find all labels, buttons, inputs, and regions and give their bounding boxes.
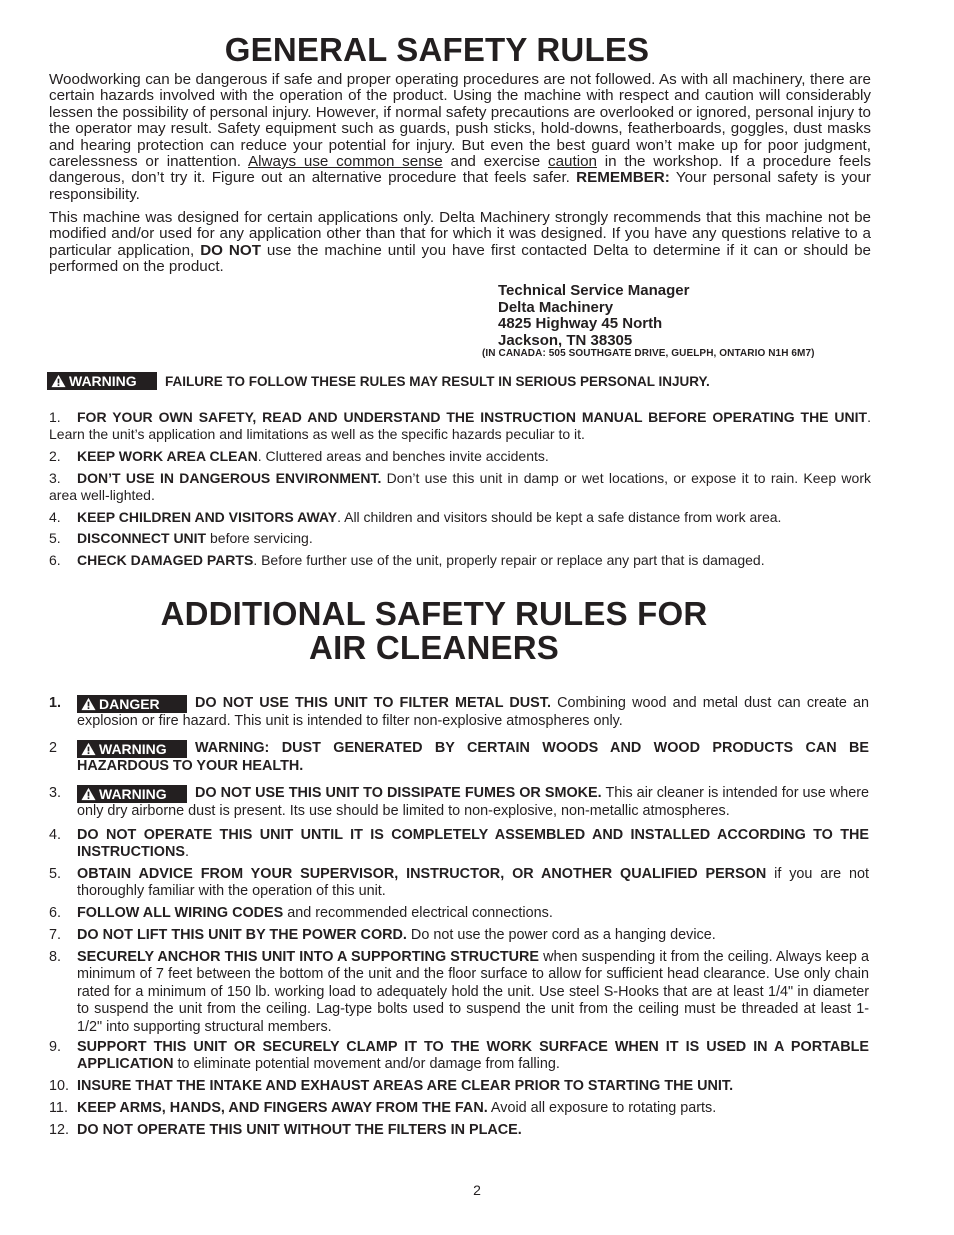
rule-number: 3. — [49, 785, 62, 801]
rule-text: if you are not thoroughly familiar with the operation of this unit. — [77, 866, 869, 900]
rule-number: 5. — [49, 866, 62, 882]
rule-text: before servicing. — [206, 530, 313, 546]
address-line: 4825 Highway 45 North — [498, 315, 663, 332]
additional-rule-item — [49, 1122, 869, 1139]
general-rule-item — [49, 470, 871, 504]
section-title — [0, 597, 911, 665]
general-rule-item — [49, 409, 871, 443]
rule-number: 11. — [49, 1100, 68, 1116]
warning-label — [47, 372, 157, 390]
additional-rule-item — [49, 1039, 869, 1074]
rule-number: 9. — [49, 1039, 62, 1055]
rule-heading: DON’T USE IN DANGEROUS ENVIRONMENT. — [77, 470, 382, 486]
remember-text: REMEMBER: — [576, 169, 670, 187]
rule-heading: FOLLOW ALL WIRING CODES — [77, 905, 284, 921]
rule-text: . Learn the unit’s application and limitations as well as the specific hazards peculiar to it. — [49, 409, 871, 442]
additional-rule-item — [49, 927, 869, 944]
do-not-text: DO NOT — [200, 241, 261, 259]
intro-text: and exercise — [442, 153, 548, 171]
intro-text: Woodworking can be dangerous if safe and proper operating procedures are not followed. As with all machinery, there are certain hazards involved with the operation of the product. Using the machine with respect and caution will considerably lessen the possibility of personal injury. However, if normal safety precautions are overlooked or ignored, personal injury to the operator may result. Safety equipment such as guards, push sticks, hold-downs, featherboards, goggles, dust masks and hearing protection can reduce your potential for injury. But even the best guard won’t make up for poor judgment, carelessness or inattention. — [49, 71, 871, 171]
general-rule-item — [49, 530, 871, 547]
additional-rule-item — [49, 866, 869, 901]
section-title-line: AIR CLEANERS — [309, 629, 559, 666]
rule-text: Avoid all exposure to rotating parts. — [487, 1100, 717, 1116]
rule-number: 1. — [49, 695, 62, 711]
rule-text: . Cluttered areas and benches invite accidents. — [257, 448, 549, 464]
rule-heading: DO NOT OPERATE THIS UNIT UNTIL IT IS COMPLETELY ASSEMBLED AND INSTALLED ACCORDING TO THE INSTRUCTIONS — [77, 827, 869, 861]
warning-triangle-icon — [81, 742, 96, 756]
additional-rule-item — [49, 1078, 869, 1095]
caution-text: caution — [547, 153, 597, 171]
rule-text: This air cleaner is intended for use where only dry airborne dust is present. Its use should be limited to non-explosive, non-metallic atmospheres. — [77, 785, 869, 819]
application-paragraph — [49, 210, 871, 276]
rule-heading: OBTAIN ADVICE FROM YOUR SUPERVISOR, INSTRUCTOR, OR ANOTHER QUALIFIED PERSON — [77, 866, 767, 882]
rule-text: Don’t use this unit in damp or wet locations, or expose it to rain. Keep work area well-lighted. — [49, 470, 871, 503]
general-rule-item — [49, 509, 871, 526]
rule-number: 8. — [49, 949, 62, 965]
general-rule-item — [49, 448, 871, 465]
additional-rule-item — [49, 1100, 869, 1117]
rule-heading: DISCONNECT UNIT — [77, 530, 207, 546]
rule-heading: KEEP WORK AREA CLEAN — [77, 448, 258, 464]
rule-text: when suspending it from the ceiling. Always keep a minimum of 7 feet between the bottom of the unit and the floor surface to allow for sufficient head clearance. Use only chain rated for a minimum of 150 lb. working load to adequately hold the unit. Use steel S-Hooks that are at least 1/4" in diameter to suspend the unit from the ceiling. Lag-type bolts used to suspend the unit from the ceiling must be threaded at least 1-1/2" into supporting structural members. — [77, 949, 869, 1035]
additional-rule-item — [49, 785, 869, 820]
rule-heading: KEEP CHILDREN AND VISITORS AWAY — [77, 509, 338, 525]
rule-number: 2. — [49, 448, 61, 464]
canada-address: (IN CANADA: 505 SOUTHGATE DRIVE, GUELPH, ONTARIO N1H 6M7) — [482, 348, 815, 359]
rule-number: 3. — [49, 470, 61, 486]
rule-text: to eliminate potential movement and/or damage from falling. — [173, 1056, 560, 1073]
rule-text: . — [184, 844, 189, 861]
warning-label — [77, 785, 187, 803]
rule-heading: KEEP ARMS, HANDS, AND FINGERS AWAY FROM THE FAN. — [77, 1100, 488, 1116]
rule-number: 6. — [49, 905, 62, 921]
section-title-line: ADDITIONAL SAFETY RULES FOR — [160, 595, 708, 632]
rule-number: 12. — [49, 1122, 70, 1138]
additional-rule-item — [49, 949, 869, 1036]
rule-heading: DO NOT USE THIS UNIT TO DISSIPATE FUMES OR SMOKE. — [195, 785, 602, 801]
contact-address — [498, 283, 689, 349]
general-rule-item — [49, 552, 871, 569]
rule-heading: SUPPORT THIS UNIT OR SECURELY CLAMP IT TO THE WORK SURFACE WHEN IT IS USED IN A PORTABLE APPLICATION — [77, 1039, 869, 1073]
additional-rule-item — [49, 905, 869, 922]
address-line: Technical Service Manager — [498, 282, 690, 299]
intro-text: Your personal safety is your responsibility. — [49, 169, 871, 203]
rule-text: Do not use the power cord as a hanging device. — [406, 927, 716, 943]
rule-heading: WARNING: DUST GENERATED BY CERTAIN WOODS AND WOOD PRODUCTS CAN BE HAZARDOUS TO YOUR HEALTH. — [77, 740, 869, 774]
warning-label — [77, 740, 187, 758]
additional-rule-item — [49, 827, 869, 862]
warning-label-text: WARNING — [69, 373, 137, 389]
additional-rule-item — [49, 740, 869, 775]
rule-number: 4. — [49, 827, 62, 843]
additional-rule-item — [49, 695, 869, 730]
address-line: Delta Machinery — [498, 298, 614, 316]
rule-heading: SECURELY ANCHOR THIS UNIT INTO A SUPPORTING STRUCTURE — [77, 949, 540, 965]
rule-number: 10. — [49, 1078, 70, 1094]
application-text: use the machine until you have first contacted Delta to determine if it can or should be performed on the product. — [49, 241, 871, 276]
common-sense-text: Always use common sense — [247, 153, 443, 171]
rule-heading: DO NOT OPERATE THIS UNIT WITHOUT THE FILTERS IN PLACE. — [77, 1122, 522, 1138]
intro-paragraph — [49, 72, 871, 203]
rule-heading: CHECK DAMAGED PARTS — [77, 552, 254, 568]
danger-label — [77, 695, 187, 713]
rule-number: 5. — [49, 530, 61, 546]
warning-triangle-icon — [81, 787, 96, 801]
danger-label-text: DANGER — [99, 696, 160, 712]
rule-number: 4. — [49, 509, 61, 525]
warning-triangle-icon — [81, 697, 96, 711]
warning-statement: FAILURE TO FOLLOW THESE RULES MAY RESULT IN SERIOUS PERSONAL INJURY. — [165, 374, 710, 389]
rule-text: . Before further use of the unit, properly repair or replace any part that is damaged. — [253, 552, 765, 568]
rule-number: 2 — [49, 740, 58, 756]
rule-text: . All children and visitors should be kept a safe distance from work area. — [337, 509, 782, 525]
warning-triangle-icon — [51, 374, 66, 388]
warning-label-text: WARNING — [99, 786, 167, 802]
rule-heading: FOR YOUR OWN SAFETY, READ AND UNDERSTAND THE INSTRUCTION MANUAL BEFORE OPERATING THE UNIT — [77, 409, 868, 425]
rule-number: 1. — [49, 409, 61, 425]
rule-heading: DO NOT USE THIS UNIT TO FILTER METAL DUST. — [195, 695, 551, 711]
rule-heading: DO NOT LIFT THIS UNIT BY THE POWER CORD. — [77, 927, 407, 943]
intro-text: in the workshop. If a procedure feels dangerous, don’t try it. Figure out an alternative procedure that feels safer. — [49, 153, 872, 187]
page-number: 2 — [473, 1182, 481, 1198]
warning-label-text: WARNING — [99, 741, 167, 757]
rule-number: 7. — [49, 927, 62, 943]
rule-text: Combining wood and metal dust can create an explosion or fire hazard. This unit is intended to filter non-explosive atmospheres only. — [77, 695, 869, 729]
rule-number: 6. — [49, 552, 61, 568]
application-text: This machine was designed for certain applications only. Delta Machinery strongly recommends that this machine not be modified and/or used for any application other than that for which it was designed. If you have any questions relative to a particular application, — [49, 209, 871, 259]
page-title: GENERAL SAFETY RULES — [224, 31, 650, 68]
address-line: Jackson, TN 38305 — [498, 331, 633, 349]
rule-text: and recommended electrical connections. — [283, 905, 553, 921]
rule-heading: INSURE THAT THE INTAKE AND EXHAUST AREAS ARE CLEAR PRIOR TO STARTING THE UNIT. — [77, 1078, 734, 1094]
